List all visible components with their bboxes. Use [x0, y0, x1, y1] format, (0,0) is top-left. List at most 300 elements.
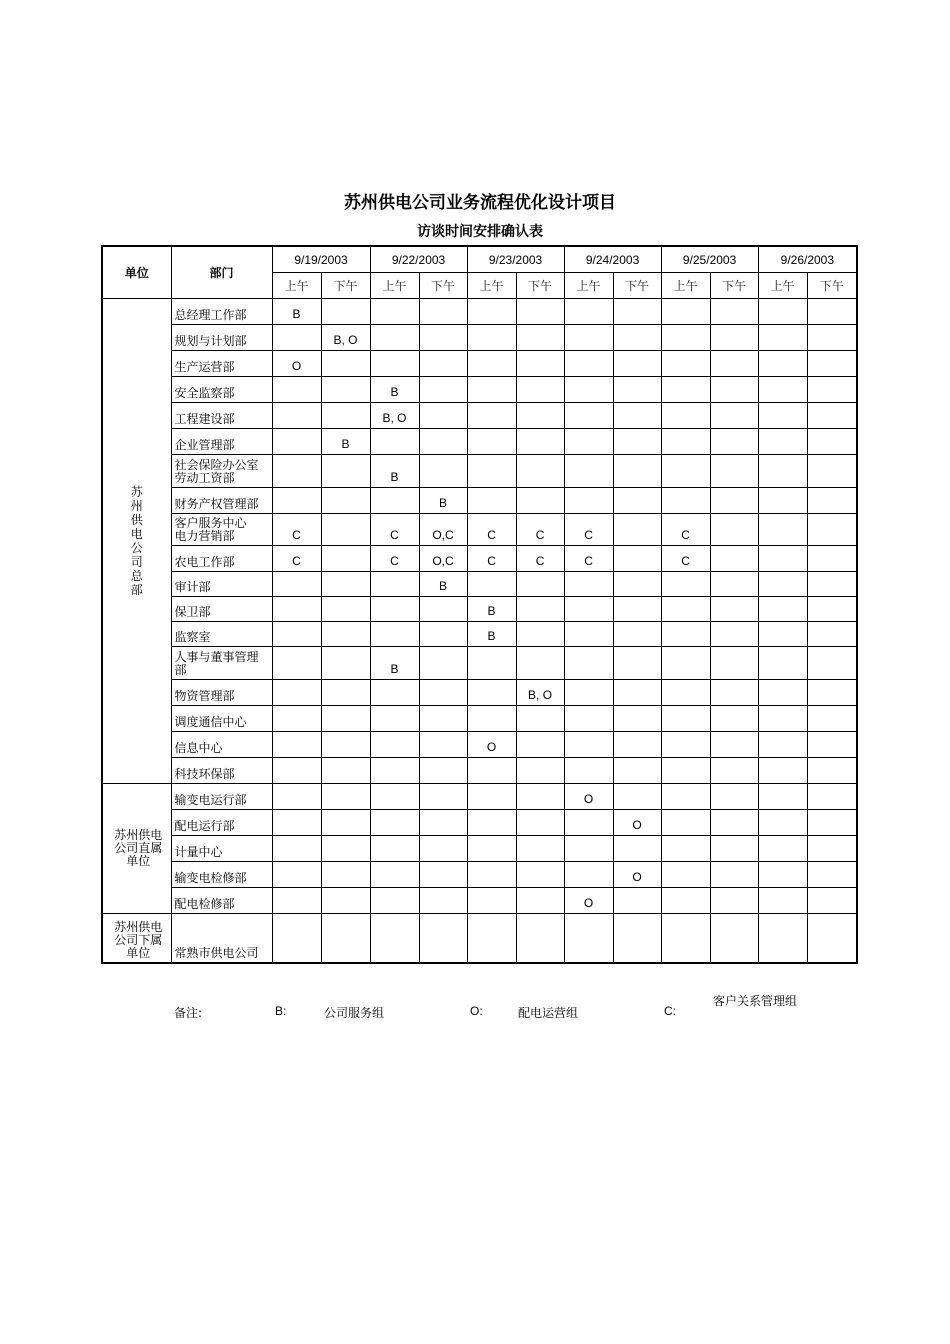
table-row [102, 622, 857, 647]
schedule-cell [807, 377, 857, 403]
schedule-cell [272, 455, 321, 488]
schedule-cell: C [467, 546, 516, 572]
schedule-cell [419, 680, 467, 706]
schedule-cell [370, 758, 419, 784]
schedule-cell [807, 488, 857, 514]
schedule-cell [516, 758, 564, 784]
schedule-cell: B [419, 488, 467, 514]
schedule-cell [419, 455, 467, 488]
schedule-cell [710, 403, 758, 429]
schedule-cell [419, 888, 467, 914]
schedule-cell [516, 914, 564, 963]
schedule-cell [564, 325, 613, 351]
pm-header: 下午 [516, 273, 564, 299]
header-row-dates [102, 246, 857, 273]
schedule-cell [272, 914, 321, 963]
dept-name-line: 科技环保部 [174, 767, 235, 781]
schedule-cell [710, 836, 758, 862]
schedule-cell [758, 299, 807, 325]
schedule-cell: C [564, 546, 613, 572]
dept-name-line: 客户服务中心 [174, 516, 247, 530]
schedule-cell [467, 914, 516, 963]
schedule-cell [564, 810, 613, 836]
schedule-cell [613, 622, 661, 647]
schedule-cell: B [467, 597, 516, 622]
date-header: 9/23/2003 [467, 246, 564, 273]
table-row [102, 758, 857, 784]
schedule-cell [467, 706, 516, 732]
schedule-cell [710, 888, 758, 914]
dept-name-line: 规划与计划部 [174, 334, 247, 348]
am-header: 上午 [661, 273, 710, 299]
schedule-cell [370, 810, 419, 836]
schedule-cell [710, 810, 758, 836]
pm-header: 下午 [419, 273, 467, 299]
schedule-cell [710, 680, 758, 706]
schedule-cell [710, 647, 758, 680]
schedule-cell [710, 377, 758, 403]
unit-name-line: 公司直属 [114, 841, 163, 855]
schedule-cell [564, 758, 613, 784]
schedule-cell [516, 622, 564, 647]
schedule-cell [758, 622, 807, 647]
schedule-cell [419, 810, 467, 836]
schedule-cell [758, 325, 807, 351]
schedule-cell [564, 403, 613, 429]
dept-name [171, 597, 272, 622]
schedule-cell [758, 429, 807, 455]
table-row [102, 862, 857, 888]
schedule-cell [613, 597, 661, 622]
table-row [102, 514, 857, 546]
note-o-code: O: [470, 1004, 483, 1018]
unit-name-line: 苏州供电 [114, 828, 163, 842]
schedule-cell [321, 597, 370, 622]
schedule-cell [661, 325, 710, 351]
date-header: 9/26/2003 [758, 246, 857, 273]
document-title: 苏州供电公司业务流程优化设计项目 [344, 193, 616, 213]
schedule-cell [564, 351, 613, 377]
schedule-cell: O [564, 888, 613, 914]
schedule-cell [807, 810, 857, 836]
schedule-cell [272, 758, 321, 784]
note-c-desc: 客户关系管理组 [713, 994, 798, 1008]
schedule-cell [467, 784, 516, 810]
schedule-cell [516, 810, 564, 836]
table-row [102, 546, 857, 572]
schedule-cell [516, 647, 564, 680]
dept-name [171, 647, 272, 680]
unit-name-cell [102, 784, 171, 914]
table-row [102, 888, 857, 914]
dept-name [171, 377, 272, 403]
schedule-cell [272, 377, 321, 403]
schedule-cell: O [564, 784, 613, 810]
schedule-cell [419, 647, 467, 680]
schedule-cell [758, 403, 807, 429]
schedule-cell [321, 514, 370, 546]
dept-name-line: 输变电运行部 [174, 793, 247, 807]
schedule-cell [710, 622, 758, 647]
schedule-cell [467, 572, 516, 597]
schedule-cell [516, 488, 564, 514]
schedule-cell [613, 429, 661, 455]
dept-name [171, 429, 272, 455]
schedule-cell [613, 403, 661, 429]
dept-name [171, 572, 272, 597]
schedule-cell [419, 862, 467, 888]
schedule-cell [516, 377, 564, 403]
schedule-cell [321, 758, 370, 784]
schedule-cell [807, 429, 857, 455]
schedule-cell [370, 784, 419, 810]
schedule-cell [807, 546, 857, 572]
schedule-cell: O,C [419, 546, 467, 572]
schedule-cell [661, 429, 710, 455]
schedule-cell [467, 325, 516, 351]
table-row [102, 680, 857, 706]
schedule-cell [613, 325, 661, 351]
schedule-cell [661, 597, 710, 622]
schedule-cell [807, 732, 857, 758]
schedule-cell [370, 325, 419, 351]
unit-name-line: 单位 [126, 945, 151, 960]
dept-name-line: 调度通信中心 [174, 715, 247, 729]
schedule-cell [564, 706, 613, 732]
dept-name [171, 836, 272, 862]
schedule-cell [321, 810, 370, 836]
schedule-cell [272, 784, 321, 810]
schedule-cell [807, 299, 857, 325]
schedule-cell [758, 784, 807, 810]
schedule-cell [661, 836, 710, 862]
schedule-cell [419, 597, 467, 622]
schedule-cell [321, 732, 370, 758]
schedule-cell [272, 680, 321, 706]
schedule-cell [370, 622, 419, 647]
schedule-cell [516, 732, 564, 758]
note-o-desc: 配电运营组 [518, 1006, 579, 1020]
schedule-cell: O [613, 810, 661, 836]
am-header: 上午 [467, 273, 516, 299]
schedule-cell [564, 572, 613, 597]
table-row [102, 488, 857, 514]
schedule-cell [370, 836, 419, 862]
dept-name [171, 403, 272, 429]
schedule-cell [467, 810, 516, 836]
dept-name [171, 914, 272, 963]
schedule-cell [564, 862, 613, 888]
schedule-cell: O [613, 862, 661, 888]
dept-name [171, 455, 272, 488]
schedule-cell [370, 597, 419, 622]
am-header: 上午 [564, 273, 613, 299]
schedule-cell [272, 706, 321, 732]
schedule-cell [661, 351, 710, 377]
schedule-cell [661, 914, 710, 963]
schedule-cell [613, 784, 661, 810]
schedule-cell [758, 546, 807, 572]
schedule-cell: B, O [370, 403, 419, 429]
table-row [102, 647, 857, 680]
dept-name [171, 514, 272, 546]
schedule-cell [758, 351, 807, 377]
unit-name: 苏州供电公司总部 [130, 485, 143, 597]
dept-name [171, 732, 272, 758]
schedule-cell: O [272, 351, 321, 377]
schedule-cell [516, 888, 564, 914]
schedule-cell [467, 377, 516, 403]
schedule-cell: B [370, 455, 419, 488]
schedule-cell [419, 914, 467, 963]
dept-name-line: 配电检修部 [174, 897, 235, 911]
pm-header: 下午 [710, 273, 758, 299]
schedule-cell [516, 862, 564, 888]
schedule-cell: B, O [516, 680, 564, 706]
schedule-cell [661, 680, 710, 706]
schedule-cell [661, 377, 710, 403]
schedule-cell [710, 299, 758, 325]
schedule-cell [710, 351, 758, 377]
dept-name-line: 人事与董事管理 [174, 650, 259, 664]
schedule-cell [272, 647, 321, 680]
schedule-cell: B [370, 377, 419, 403]
dept-name-line: 计量中心 [174, 845, 223, 859]
schedule-cell [661, 732, 710, 758]
schedule-cell [321, 914, 370, 963]
dept-name [171, 888, 272, 914]
schedule-cell: C [564, 514, 613, 546]
schedule-body [102, 299, 857, 963]
schedule-cell [710, 784, 758, 810]
schedule-cell [564, 622, 613, 647]
schedule-cell [710, 488, 758, 514]
pm-header: 下午 [613, 273, 661, 299]
schedule-cell: B [419, 572, 467, 597]
table-row [102, 597, 857, 622]
dept-header: 部门 [171, 246, 272, 299]
dept-name-line: 电力营销部 [174, 529, 235, 543]
schedule-cell [613, 514, 661, 546]
schedule-cell [321, 351, 370, 377]
unit-name-cell [102, 914, 171, 963]
schedule-cell [321, 836, 370, 862]
schedule-cell [613, 377, 661, 403]
schedule-cell: C [467, 514, 516, 546]
schedule-cell: B [321, 429, 370, 455]
pm-header: 下午 [321, 273, 370, 299]
dept-name [171, 488, 272, 514]
dept-name-line: 配电运行部 [174, 819, 235, 833]
schedule-cell [564, 647, 613, 680]
schedule-cell [613, 836, 661, 862]
schedule-cell [758, 732, 807, 758]
schedule-table [101, 245, 858, 964]
unit-name-line: 苏州供电 [114, 919, 163, 934]
schedule-cell [613, 758, 661, 784]
dept-name-line: 安全监察部 [174, 386, 235, 400]
schedule-cell [758, 647, 807, 680]
schedule-cell [613, 455, 661, 488]
schedule-cell [613, 888, 661, 914]
schedule-cell [467, 299, 516, 325]
schedule-cell [419, 299, 467, 325]
note-b-code: B: [275, 1004, 287, 1018]
schedule-cell [807, 325, 857, 351]
schedule-cell [321, 888, 370, 914]
schedule-cell [370, 572, 419, 597]
schedule-cell [661, 455, 710, 488]
dept-name-line: 企业管理部 [174, 438, 235, 452]
schedule-cell [710, 325, 758, 351]
table-row [102, 732, 857, 758]
schedule-cell: C [272, 514, 321, 546]
schedule-cell [419, 836, 467, 862]
schedule-cell [467, 351, 516, 377]
table-row [102, 455, 857, 488]
schedule-cell [564, 455, 613, 488]
schedule-cell [661, 758, 710, 784]
schedule-cell [613, 299, 661, 325]
schedule-cell [321, 706, 370, 732]
schedule-cell [613, 647, 661, 680]
schedule-cell [564, 429, 613, 455]
schedule-cell [370, 429, 419, 455]
schedule-cell [807, 680, 857, 706]
table-row [102, 299, 857, 325]
unit-name-line: 公司下属 [114, 932, 163, 947]
schedule-cell [516, 784, 564, 810]
schedule-cell [321, 403, 370, 429]
table-row [102, 706, 857, 732]
table-row [102, 325, 857, 351]
note-b-desc: 公司服务组 [324, 1006, 385, 1020]
schedule-cell [807, 455, 857, 488]
schedule-cell [272, 836, 321, 862]
dept-name-line: 生产运营部 [174, 360, 235, 374]
dept-name [171, 784, 272, 810]
schedule-cell [516, 403, 564, 429]
dept-name-line: 总经理工作部 [174, 308, 247, 322]
schedule-cell [710, 732, 758, 758]
schedule-cell [613, 732, 661, 758]
schedule-cell [516, 351, 564, 377]
schedule-cell [272, 622, 321, 647]
table-row [102, 377, 857, 403]
schedule-cell [758, 810, 807, 836]
schedule-cell [272, 429, 321, 455]
schedule-cell [758, 758, 807, 784]
schedule-cell [272, 888, 321, 914]
schedule-cell [419, 732, 467, 758]
schedule-cell [613, 351, 661, 377]
pm-header: 下午 [807, 273, 857, 299]
schedule-cell [807, 888, 857, 914]
schedule-cell [516, 597, 564, 622]
schedule-cell [758, 572, 807, 597]
schedule-cell [807, 914, 857, 963]
dept-name [171, 546, 272, 572]
schedule-cell [758, 680, 807, 706]
note-c-code: C: [664, 1004, 676, 1018]
schedule-cell [272, 732, 321, 758]
schedule-cell [467, 403, 516, 429]
schedule-cell [321, 862, 370, 888]
schedule-cell: C [370, 546, 419, 572]
dept-name [171, 325, 272, 351]
schedule-cell [710, 862, 758, 888]
schedule-cell [758, 706, 807, 732]
schedule-cell [564, 732, 613, 758]
schedule-cell [661, 810, 710, 836]
schedule-cell [467, 758, 516, 784]
schedule-cell [710, 514, 758, 546]
schedule-cell [807, 622, 857, 647]
table-row [102, 572, 857, 597]
schedule-cell [467, 488, 516, 514]
schedule-cell [272, 572, 321, 597]
schedule-cell [807, 758, 857, 784]
dept-name [171, 862, 272, 888]
schedule-cell [807, 351, 857, 377]
dept-name-line: 社会保险办公室 [174, 458, 259, 472]
schedule-cell [321, 455, 370, 488]
schedule-cell [419, 784, 467, 810]
dept-name [171, 758, 272, 784]
schedule-cell [613, 680, 661, 706]
schedule-cell [564, 377, 613, 403]
schedule-cell [516, 572, 564, 597]
schedule-cell [516, 429, 564, 455]
schedule-cell [419, 403, 467, 429]
schedule-cell [758, 514, 807, 546]
schedule-cell [807, 514, 857, 546]
schedule-cell: O [467, 732, 516, 758]
table-row [102, 836, 857, 862]
schedule-cell: O,C [419, 514, 467, 546]
dept-name [171, 299, 272, 325]
schedule-cell [370, 706, 419, 732]
schedule-cell [564, 597, 613, 622]
schedule-cell [564, 680, 613, 706]
schedule-cell [467, 455, 516, 488]
schedule-cell [564, 488, 613, 514]
dept-name-line: 信息中心 [174, 741, 223, 755]
unit-header: 单位 [102, 246, 171, 299]
schedule-cell: C [370, 514, 419, 546]
schedule-cell [661, 488, 710, 514]
dept-name-line: 常熟市供电公司 [174, 945, 259, 960]
schedule-cell [758, 597, 807, 622]
notes-label: 备注: [174, 1006, 203, 1020]
table-row [102, 403, 857, 429]
schedule-cell [419, 377, 467, 403]
schedule-cell: C [272, 546, 321, 572]
schedule-cell [516, 455, 564, 488]
schedule-cell [710, 758, 758, 784]
schedule-cell [710, 706, 758, 732]
unit-name-line: 单位 [126, 854, 151, 868]
schedule-cell [419, 622, 467, 647]
schedule-cell [661, 403, 710, 429]
table-row [102, 429, 857, 455]
schedule-cell [807, 647, 857, 680]
schedule-cell [321, 680, 370, 706]
schedule-cell [370, 914, 419, 963]
schedule-cell: C [516, 546, 564, 572]
dept-name [171, 706, 272, 732]
schedule-cell [758, 455, 807, 488]
